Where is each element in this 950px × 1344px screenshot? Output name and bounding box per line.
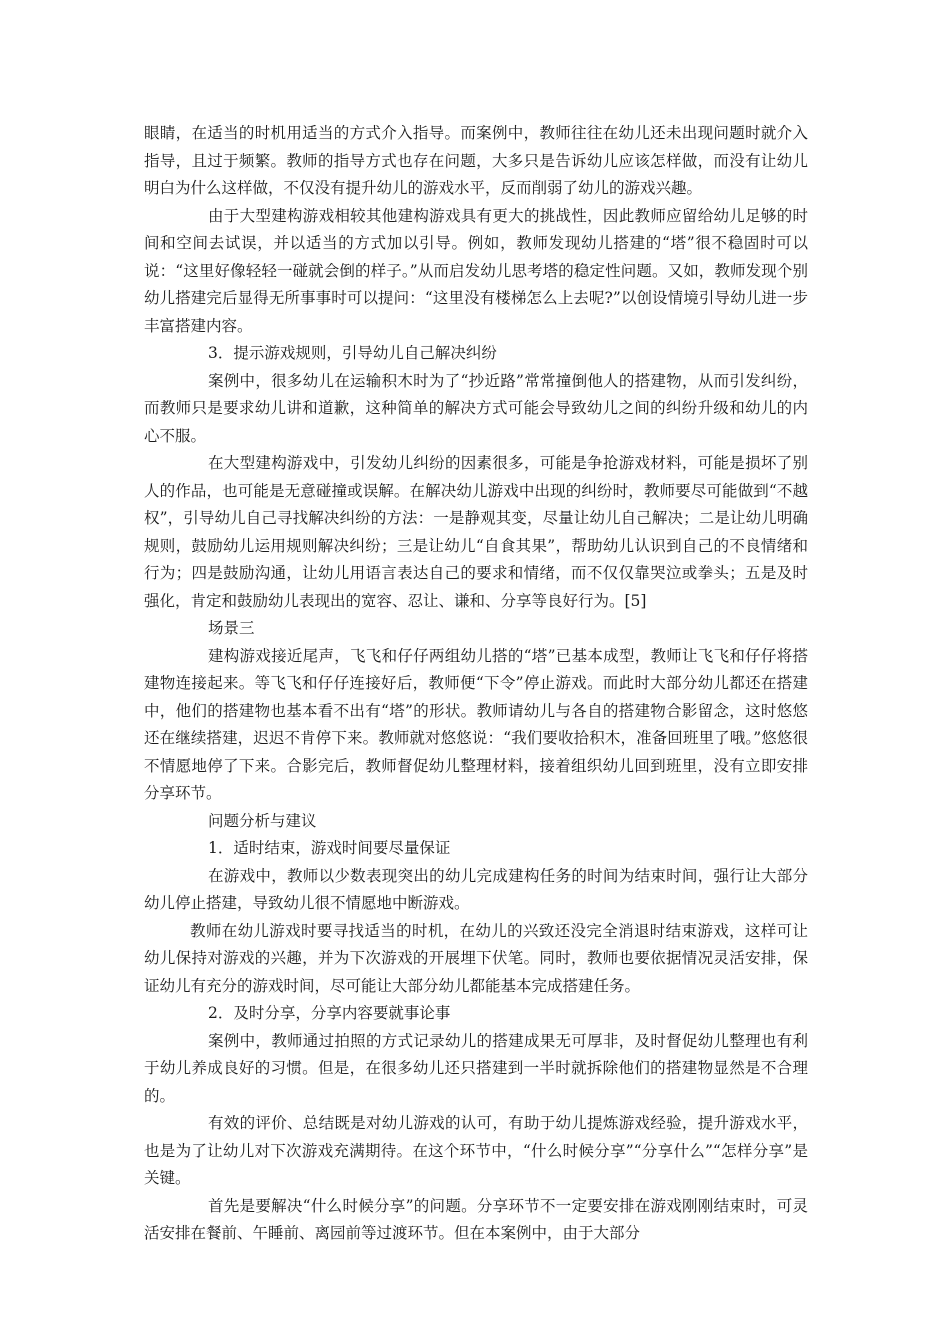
paragraph-continuation: 眼睛，在适当的时机用适当的方式介入指导。而案例中，教师往往在幼儿还未出现问题时就介入指导，且过于频繁。教师的指导方式也存在问题，大多只是告诉幼儿应该怎样做，而没有让幼儿明白为什么这样做，不仅没有提升幼儿的游戏水平，反而削弱了幼儿的游戏兴趣。 [144, 124, 808, 197]
section-heading: 问题分析与建议 [208, 811, 317, 830]
paragraph: 首先是要解决“什么时候分享”的问题。分享环节不一定要安排在游戏刚刚结束时，可灵活安排在餐前、午睡前、离园前等过渡环节。但在本案例中，由于大部分 [144, 1196, 808, 1242]
paragraph: 有效的评价、总结既是对幼儿游戏的认可，有助于幼儿提炼游戏经验，提升游戏水平，也是为了让幼儿对下次游戏充满期待。在这个环节中，“什么时候分享”“分享什么”“怎样分享”是关键。 [144, 1114, 808, 1187]
paragraph: 在大型建构游戏中，引发幼儿纠纷的因素很多，可能是争抢游戏材料，可能是损坏了别人的作品，也可能是无意碰撞或误解。在解决幼儿游戏中出现的纠纷时，教师要尽可能做到“不越权”，引导幼儿自己寻找解决纠纷的方法：一是静观其变，尽量让幼儿自己解决；二是让幼儿明确规则，鼓励幼儿运用规则解决纠纷；三是让幼儿“自食其果”，帮助幼儿认识到自己的不良情绪和行为；四是鼓励沟通，让幼儿用语言表达自己的要求和情绪，而不仅仅靠哭泣或拳头；五是及时强化，肯定和鼓励幼儿表现出的宽容、忍让、谦和、分享等良好行为。[5] [144, 454, 808, 610]
paragraph: 教师在幼儿游戏时要寻找适当的时机，在幼儿的兴致还没完全消退时结束游戏，这样可让幼儿保持对游戏的兴趣，并为下次游戏的开展埋下伏笔。同时，教师也要依据情况灵活安排，保证幼儿有充分的游戏时间，尽可能让大部分幼儿都能基本完成搭建任务。 [144, 921, 808, 995]
paragraph: 由于大型建构游戏相较其他建构游戏具有更大的挑战性，因此教师应留给幼儿足够的时间和空间去试误，并以适当的方式加以引导。例如，教师发现幼儿搭建的“塔”很不稳固时可以说：“这里好像轻轻一碰就会倒的样子。”从而启发幼儿思考塔的稳定性问题。又如，教师发现个别幼儿搭建完后显得无所事事时可以提问：“这里没有楼梯怎么上去呢?”以创设情境引导幼儿进一步丰富搭建内容。 [144, 206, 808, 335]
section-heading: 3．提示游戏规则，引导幼儿自己解决纠纷 [208, 344, 497, 362]
paragraph: 建构游戏接近尾声，飞飞和仔仔两组幼儿搭的“塔”已基本成型，教师让飞飞和仔仔将搭建物连接起来。等飞飞和仔仔连接好后，教师便“下令”停止游戏。而此时大部分幼儿都还在搭建中，他们的搭建物也基本看不出有“塔”的形状。教师请幼儿与各自的搭建物合影留念，这时悠悠还在继续搭建，迟迟不肯停下来。教师就对悠悠说：“我们要收拾积木，准备回班里了哦。”悠悠很不情愿地停了下来。合影完后，教师督促幼儿整理材料，接着组织幼儿回到班里，没有立即安排分享环节。 [144, 646, 808, 802]
document-body [144, 120, 808, 1248]
paragraph: 在游戏中，教师以少数表现突出的幼儿完成建构任务的时间为结束时间，强行让大部分幼儿停止搭建，导致幼儿很不情愿地中断游戏。 [144, 866, 808, 912]
paragraph: 案例中，很多幼儿在运输积木时为了“抄近路”常常撞倒他人的搭建物，从而引发纠纷，而教师只是要求幼儿讲和道歉，这种简单的解决方式可能会导致幼儿之间的纠纷升级和幼儿的内心不服。 [144, 371, 808, 445]
section-heading: 1．适时结束，游戏时间要尽量保证 [208, 839, 451, 857]
scene-heading: 场景三 [208, 619, 255, 637]
paragraph: 案例中，教师通过拍照的方式记录幼儿的搭建成果无可厚非，及时督促幼儿整理也有利于幼儿养成良好的习惯。但是，在很多幼儿还只搭建到一半时就拆除他们的搭建物显然是不合理的。 [144, 1031, 808, 1105]
section-heading: 2．及时分享，分享内容要就事论事 [208, 1004, 451, 1022]
